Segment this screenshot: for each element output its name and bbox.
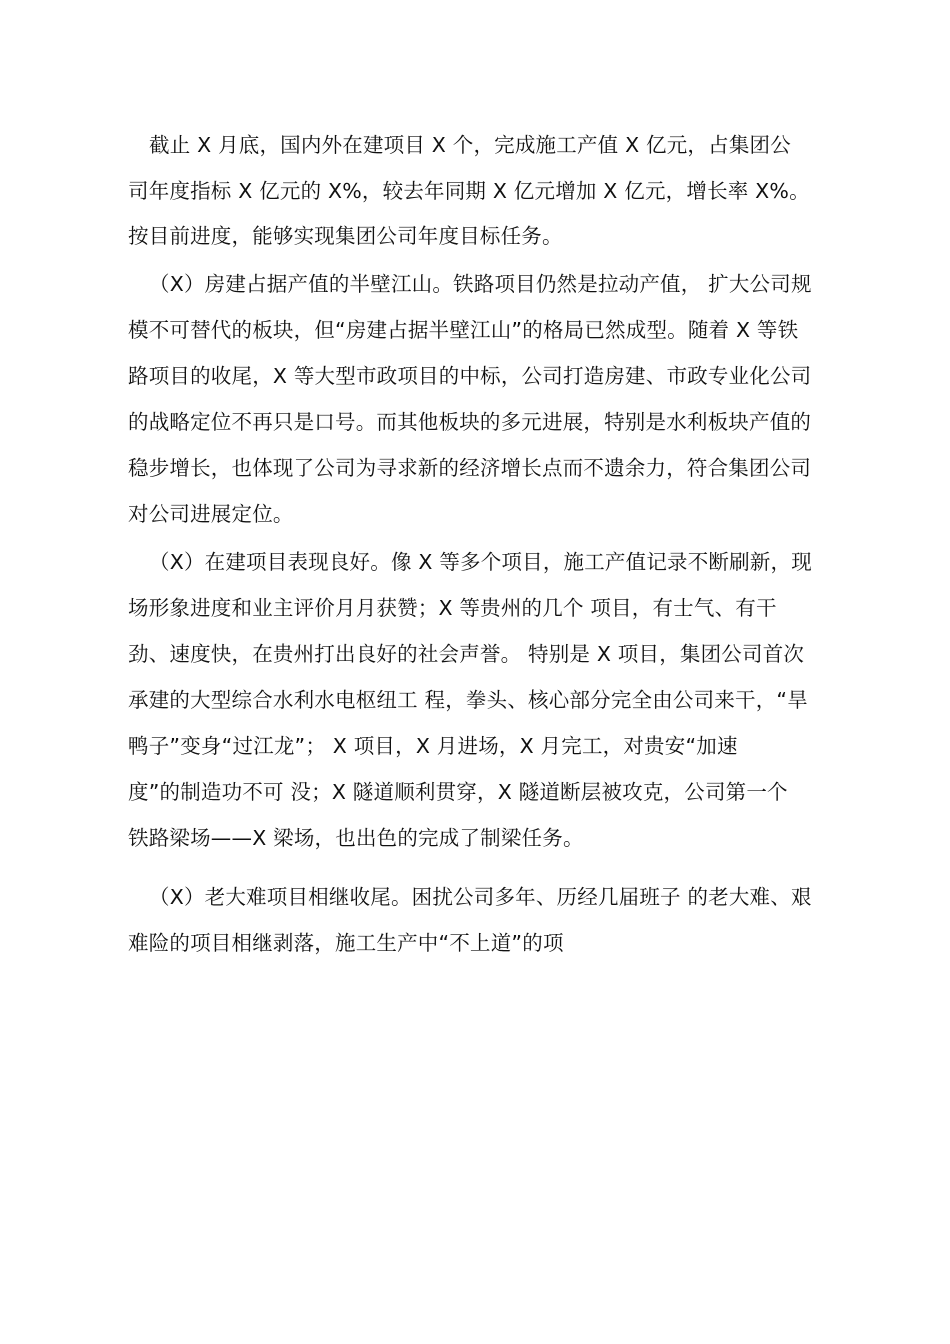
- text-line: 模不可替代的板块，但“房建占据半壁江山”的格局已然成型。随着 X 等铁: [128, 318, 799, 342]
- text-line: 稳步增长，也体现了公司为寻求新的经济增长点而不遗余力，符合集团公司: [128, 456, 812, 480]
- text-line: 按目前进度，能够实现集团公司年度目标任务。: [128, 224, 563, 248]
- text-line: 承建的大型综合水利水电枢纽工 程，拳头、核心部分完全由公司来干，“旱: [128, 688, 808, 712]
- text-line: 截止 X 月底，国内外在建项目 X 个，完成施工产值 X 亿元，占集团公: [149, 133, 791, 157]
- text-line: （X）在建项目表现良好。像 X 等多个项目，施工产值记录不断刷新，现: [149, 550, 812, 574]
- text-line: 场形象进度和业主评价月月获赞；X 等贵州的几个 项目，有士气、有干: [128, 596, 777, 620]
- text-line: （X）老大难项目相继收尾。困扰公司多年、历经几届班子 的老大难、艰: [149, 885, 812, 909]
- text-line: 鸭子”变身“过江龙”； X 项目，X 月进场，X 月完工，对贵安“加速: [128, 734, 738, 758]
- text-line: 难险的项目相继剥落，施工生产中“不上道”的项: [128, 931, 564, 955]
- text-line: 度”的制造功不可 没；X 隧道顺利贯穿，X 隧道断层被攻克，公司第一个: [128, 780, 788, 804]
- text-line: 司年度指标 X 亿元的 X%，较去年同期 X 亿元增加 X 亿元，增长率 X%。: [128, 179, 810, 203]
- text-line: 的战略定位不再只是口号。而其他板块的多元进展，特别是水利板块产值的: [128, 410, 812, 434]
- text-line: 对公司进展定位。: [128, 502, 294, 526]
- text-line: （X）房建占据产值的半壁江山。铁路项目仍然是拉动产值， 扩大公司规: [149, 272, 812, 296]
- text-line: 铁路梁场——X 梁场，也出色的完成了制梁任务。: [128, 826, 584, 850]
- text-line: 路项目的收尾，X 等大型市政项目的中标，公司打造房建、市政专业化公司: [128, 364, 812, 388]
- text-line: 劲、速度快，在贵州打出良好的社会声誉。 特别是 X 项目，集团公司首次: [128, 642, 805, 666]
